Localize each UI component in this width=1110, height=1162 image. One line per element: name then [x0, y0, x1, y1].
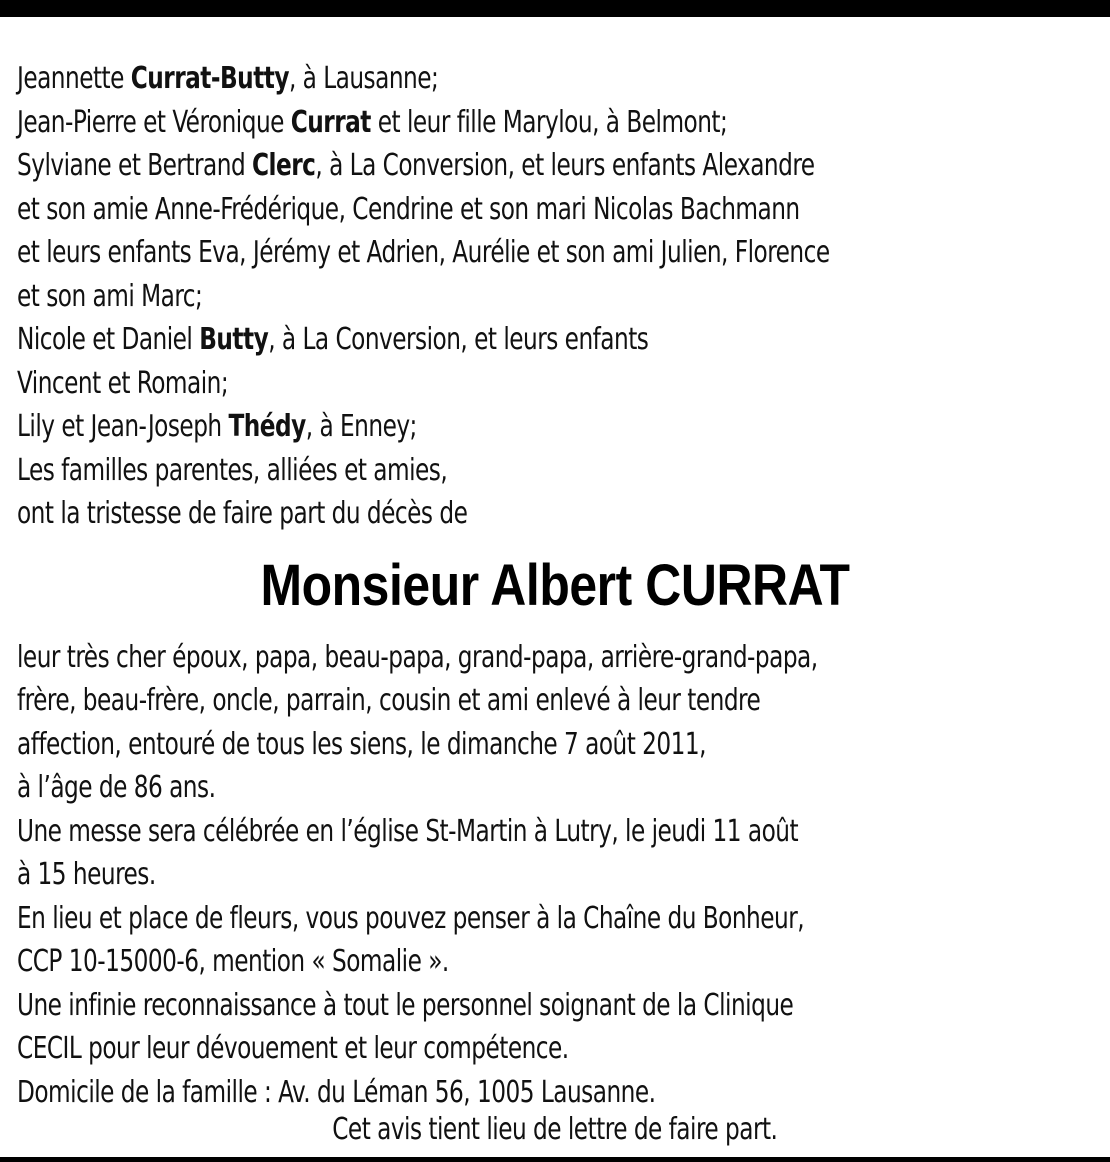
text: Lily et Jean-Joseph — [17, 409, 229, 444]
body-line-6: à 15 heures. — [17, 857, 156, 892]
body-line-10: CECIL pour leur dévouement et leur compétence. — [17, 1031, 569, 1066]
family-line-3 — [17, 144, 954, 188]
body-line-2: frère, beau-frère, oncle, parrain, cousin et ami enlevé à leur tendre — [17, 683, 761, 718]
family-line-10: Les familles parentes, alliées et amies, — [17, 452, 448, 488]
body-line-7: En lieu et place de fleurs, vous pouvez penser à la Chaîne du Bonheur, — [17, 900, 805, 936]
family-surname: Thédy — [228, 409, 306, 444]
body-line-5: Une messe sera célébrée en l’église St-Martin à Lutry, le jeudi 11 août — [17, 813, 799, 849]
family-line-2 — [17, 101, 954, 145]
family-line-8: Vincent et Romain; — [17, 365, 229, 401]
body-line-11: Domicile de la famille : Av. du Léman 56, 1005 Lausanne. — [17, 1074, 656, 1110]
body-line-1: leur très cher époux, papa, beau-papa, grand-papa, arrière-grand-papa, — [17, 639, 818, 675]
family-line-9 — [17, 405, 954, 449]
deceased-name-heading: Monsieur Albert CURRAT — [260, 552, 850, 618]
bottom-border-rule — [0, 1157, 1110, 1162]
text: , à La Conversion, et leurs enfants — [268, 322, 649, 357]
text: Sylviane et Bertrand — [17, 148, 253, 183]
family-surname: Currat-Butty — [130, 61, 289, 96]
family-surname: Currat — [290, 104, 371, 140]
family-line-4: et son amie Anne-Frédérique, Cendrine et son mari Nicolas Bachmann — [17, 191, 800, 227]
text: , à Enney; — [305, 409, 417, 444]
text: Nicole et Daniel — [17, 322, 200, 357]
body-line-4: à l’âge de 86 ans. — [17, 770, 216, 805]
text: , à La Conversion, et leurs enfants Alexandre — [315, 148, 815, 183]
family-line-6: et son ami Marc; — [17, 278, 203, 314]
family-surname: Butty — [199, 322, 269, 357]
closing-note — [0, 1108, 1110, 1151]
family-line-1 — [17, 57, 954, 101]
body-line-9: Une infinie reconnaissance à tout le personnel soignant de la Clinique — [17, 987, 794, 1023]
text: Jeannette — [17, 61, 131, 96]
text: , à Lausanne; — [288, 61, 439, 96]
family-line-11: ont la tristesse de faire part du décès de — [17, 496, 468, 531]
family-line-5: et leurs enfants Eva, Jérémy et Adrien, Aurélie et son ami Julien, Florence — [17, 235, 830, 270]
body-line-3: affection, entouré de tous les siens, le dimanche 7 août 2011, — [17, 726, 707, 762]
text: Jean-Pierre et Véronique — [17, 104, 291, 140]
family-surname: Clerc — [252, 148, 316, 183]
body-line-8: CCP 10-15000-6, mention « Somalie ». — [17, 944, 449, 979]
family-line-7 — [17, 318, 954, 362]
obituary-notice — [17, 57, 1107, 1114]
top-border-rule — [0, 0, 1110, 17]
text: et leur fille Marylou, à Belmont; — [370, 104, 728, 140]
closing-text: Cet avis tient lieu de lettre de faire part. — [332, 1112, 778, 1147]
